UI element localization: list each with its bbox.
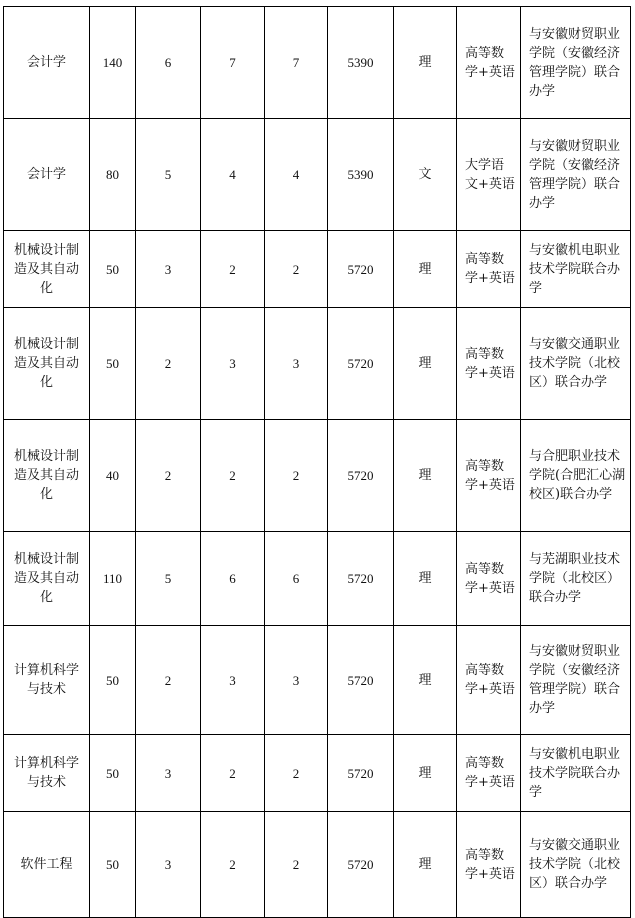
remark-cell: 与安徽财贸职业学院（安徽经济管理学院）联合办学	[521, 119, 631, 231]
plan-count-cell: 40	[90, 420, 136, 532]
remark-cell: 与安徽财贸职业学院（安徽经济管理学院）联合办学	[521, 7, 631, 119]
remark-cell: 与安徽交通职业技术学院（北校区）联合办学	[521, 812, 631, 918]
table-row	[4, 119, 631, 231]
remark-cell: 与安徽机电职业技术学院联合办学	[521, 735, 631, 812]
category-cell: 理	[394, 735, 457, 812]
tuition-cell: 5720	[328, 231, 394, 308]
count-c-cell: 7	[265, 7, 328, 119]
count-c-cell: 2	[265, 420, 328, 532]
count-c-cell: 4	[265, 119, 328, 231]
plan-count-cell: 50	[90, 308, 136, 420]
count-b-cell: 2	[201, 231, 265, 308]
plan-count-cell: 80	[90, 119, 136, 231]
count-a-cell: 5	[136, 532, 201, 626]
table-row	[4, 532, 631, 626]
count-a-cell: 5	[136, 119, 201, 231]
exam-subjects-cell: 高等数学+英语	[457, 812, 521, 918]
major-cell: 计算机科学与技术	[4, 735, 90, 812]
category-cell: 理	[394, 626, 457, 735]
table-row	[4, 7, 631, 119]
count-a-cell: 6	[136, 7, 201, 119]
exam-subjects-cell: 高等数学+英语	[457, 626, 521, 735]
category-cell: 理	[394, 231, 457, 308]
tuition-cell: 5720	[328, 420, 394, 532]
remark-cell: 与安徽财贸职业学院（安徽经济管理学院）联合办学	[521, 626, 631, 735]
count-b-cell: 3	[201, 308, 265, 420]
table-row	[4, 812, 631, 918]
count-c-cell: 2	[265, 812, 328, 918]
major-cell: 机械设计制造及其自动化	[4, 308, 90, 420]
count-a-cell: 3	[136, 735, 201, 812]
enrollment-table	[3, 6, 631, 918]
category-cell: 文	[394, 119, 457, 231]
count-b-cell: 2	[201, 735, 265, 812]
tuition-cell: 5720	[328, 812, 394, 918]
count-c-cell: 3	[265, 308, 328, 420]
count-b-cell: 3	[201, 626, 265, 735]
plan-count-cell: 50	[90, 812, 136, 918]
count-c-cell: 2	[265, 735, 328, 812]
plan-count-cell: 110	[90, 532, 136, 626]
count-b-cell: 2	[201, 420, 265, 532]
exam-subjects-cell: 高等数学+英语	[457, 420, 521, 532]
major-cell: 软件工程	[4, 812, 90, 918]
table-row	[4, 735, 631, 812]
plan-count-cell: 140	[90, 7, 136, 119]
major-cell: 会计学	[4, 7, 90, 119]
category-cell: 理	[394, 812, 457, 918]
category-cell: 理	[394, 532, 457, 626]
count-b-cell: 2	[201, 812, 265, 918]
count-a-cell: 2	[136, 420, 201, 532]
tuition-cell: 5720	[328, 532, 394, 626]
tuition-cell: 5720	[328, 735, 394, 812]
table-body	[4, 7, 631, 918]
major-cell: 机械设计制造及其自动化	[4, 532, 90, 626]
major-cell: 机械设计制造及其自动化	[4, 420, 90, 532]
count-c-cell: 3	[265, 626, 328, 735]
count-c-cell: 6	[265, 532, 328, 626]
exam-subjects-cell: 高等数学+英语	[457, 231, 521, 308]
count-a-cell: 2	[136, 626, 201, 735]
major-cell: 会计学	[4, 119, 90, 231]
exam-subjects-cell: 高等数学+英语	[457, 308, 521, 420]
remark-cell: 与安徽机电职业技术学院联合办学	[521, 231, 631, 308]
tuition-cell: 5390	[328, 7, 394, 119]
table-row	[4, 231, 631, 308]
category-cell: 理	[394, 7, 457, 119]
exam-subjects-cell: 高等数学+英语	[457, 532, 521, 626]
plan-count-cell: 50	[90, 626, 136, 735]
tuition-cell: 5390	[328, 119, 394, 231]
exam-subjects-cell: 高等数学+英语	[457, 735, 521, 812]
count-b-cell: 7	[201, 7, 265, 119]
category-cell: 理	[394, 420, 457, 532]
count-b-cell: 4	[201, 119, 265, 231]
tuition-cell: 5720	[328, 308, 394, 420]
plan-count-cell: 50	[90, 231, 136, 308]
count-a-cell: 3	[136, 812, 201, 918]
plan-count-cell: 50	[90, 735, 136, 812]
remark-cell: 与安徽交通职业技术学院（北校区）联合办学	[521, 308, 631, 420]
count-a-cell: 3	[136, 231, 201, 308]
exam-subjects-cell: 高等数学+英语	[457, 7, 521, 119]
remark-cell: 与芜湖职业技术学院（北校区）联合办学	[521, 532, 631, 626]
category-cell: 理	[394, 308, 457, 420]
remark-cell: 与合肥职业技术学院(合肥汇心湖校区)联合办学	[521, 420, 631, 532]
count-a-cell: 2	[136, 308, 201, 420]
count-b-cell: 6	[201, 532, 265, 626]
major-cell: 计算机科学与技术	[4, 626, 90, 735]
table-row	[4, 626, 631, 735]
major-cell: 机械设计制造及其自动化	[4, 231, 90, 308]
table-row	[4, 420, 631, 532]
tuition-cell: 5720	[328, 626, 394, 735]
table-row	[4, 308, 631, 420]
count-c-cell: 2	[265, 231, 328, 308]
exam-subjects-cell: 大学语文+英语	[457, 119, 521, 231]
